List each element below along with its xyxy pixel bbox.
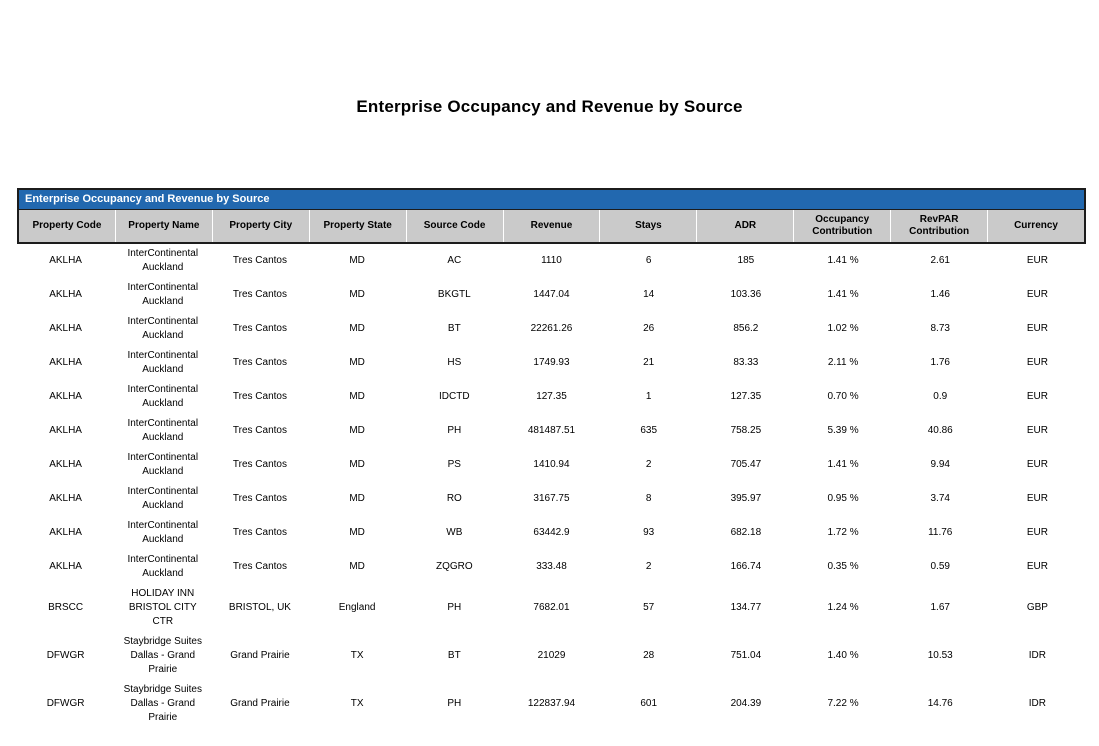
cell-occupancy-contribution: 1.02 % [827, 323, 859, 334]
cell-currency: EUR [1026, 255, 1048, 266]
cell-revpar-contribution: 14.76 [927, 698, 953, 709]
cell-source-code: PH [447, 602, 462, 613]
column-header-property-name: Property Name [116, 210, 212, 242]
cell-source-code: WB [446, 527, 463, 538]
cell-revpar-contribution: 1.76 [930, 357, 950, 368]
cell-property-name: InterContinental Auckland [127, 282, 199, 307]
cell-property-code: AKLHA [49, 527, 82, 538]
cell-property-city: BRISTOL, UK [228, 602, 291, 613]
cell-revenue: 63442.9 [533, 527, 570, 538]
cell-revenue: 3167.75 [533, 493, 570, 504]
cell-currency: IDR [1028, 650, 1047, 661]
table-row [17, 482, 1086, 516]
cell-revpar-contribution: 0.59 [930, 561, 950, 572]
cell-source-code: RO [446, 493, 462, 504]
cell-property-name: InterContinental Auckland [127, 520, 199, 545]
cell-property-name: HOLIDAY INN BRISTOL CITY CTR [128, 588, 197, 627]
cell-property-code: AKLHA [49, 561, 82, 572]
report-page-title: Enterprise Occupancy and Revenue by Source [356, 97, 743, 116]
column-header-property-city: Property City [213, 210, 309, 242]
cell-adr: 758.25 [730, 425, 762, 436]
cell-stays: 635 [640, 425, 658, 436]
cell-property-name: InterContinental Auckland [127, 452, 199, 477]
table-row [17, 632, 1086, 680]
table-row [17, 312, 1086, 346]
cell-revenue: 127.35 [536, 391, 567, 402]
cell-property-name: InterContinental Auckland [127, 554, 199, 579]
cell-revenue: 1447.04 [533, 289, 570, 300]
cell-stays: 2 [645, 561, 652, 572]
table-row [17, 346, 1086, 380]
cell-revenue: 7682.01 [533, 602, 570, 613]
cell-source-code: BT [447, 650, 461, 661]
column-header-revpar-contribution: RevPAR Contribution [891, 210, 987, 242]
cell-source-code: PH [447, 425, 462, 436]
cell-property-city: Grand Prairie [230, 698, 290, 709]
table-row [17, 584, 1086, 632]
report-title-bar-label: Enterprise Occupancy and Revenue by Source [25, 193, 270, 205]
cell-revenue: 481487.51 [527, 425, 576, 436]
cell-adr: 395.97 [730, 493, 762, 504]
cell-revpar-contribution: 1.46 [930, 289, 950, 300]
column-header-stays: Stays [600, 210, 696, 242]
cell-occupancy-contribution: 1.40 % [827, 650, 859, 661]
cell-property-state: MD [349, 459, 365, 470]
cell-property-state: MD [349, 493, 365, 504]
cell-revpar-contribution: 8.73 [930, 323, 950, 334]
cell-occupancy-contribution: 5.39 % [827, 425, 859, 436]
cell-occupancy-contribution: 2.11 % [827, 357, 859, 368]
table-row [17, 278, 1086, 312]
table-row [17, 516, 1086, 550]
cell-currency: EUR [1026, 323, 1048, 334]
cell-property-name: Staybridge Suites Dallas - Grand Prairie [123, 684, 202, 723]
cell-property-name: Staybridge Suites Dallas - Grand Prairie [123, 636, 202, 675]
cell-adr: 83.33 [733, 357, 759, 368]
cell-property-code: AKLHA [49, 493, 82, 504]
cell-adr: 134.77 [730, 602, 762, 613]
cell-property-state: MD [349, 357, 365, 368]
cell-property-city: Tres Cantos [232, 425, 287, 436]
cell-property-name: InterContinental Auckland [127, 316, 199, 341]
cell-occupancy-contribution: 0.95 % [827, 493, 859, 504]
cell-revenue: 1410.94 [533, 459, 570, 470]
cell-property-name: InterContinental Auckland [127, 248, 199, 273]
cell-adr: 705.47 [730, 459, 762, 470]
cell-source-code: BT [447, 323, 461, 334]
cell-currency: GBP [1026, 602, 1048, 613]
cell-property-code: AKLHA [49, 425, 82, 436]
cell-property-code: DFWGR [46, 650, 85, 661]
table-row [17, 244, 1086, 278]
cell-stays: 57 [643, 602, 655, 613]
column-header-adr: ADR [697, 210, 793, 242]
cell-revpar-contribution: 9.94 [930, 459, 950, 470]
cell-revpar-contribution: 2.61 [930, 255, 950, 266]
column-header-source-code: Source Code [407, 210, 503, 242]
cell-source-code: PS [447, 459, 461, 470]
cell-property-city: Tres Cantos [232, 391, 287, 402]
cell-source-code: PH [447, 698, 462, 709]
cell-property-state: MD [349, 255, 365, 266]
cell-property-name: InterContinental Auckland [127, 486, 199, 511]
cell-currency: EUR [1026, 391, 1048, 402]
cell-revenue: 21029 [537, 650, 566, 661]
cell-occupancy-contribution: 1.41 % [827, 459, 859, 470]
cell-currency: EUR [1026, 561, 1048, 572]
cell-revpar-contribution: 1.67 [930, 602, 950, 613]
cell-adr: 682.18 [730, 527, 762, 538]
cell-revpar-contribution: 40.86 [927, 425, 953, 436]
report-title-bar [19, 190, 1084, 210]
cell-revenue: 122837.94 [527, 698, 576, 709]
cell-stays: 28 [643, 650, 655, 661]
cell-adr: 127.35 [730, 391, 762, 402]
cell-property-state: MD [349, 425, 365, 436]
cell-revenue: 22261.26 [530, 323, 573, 334]
column-header-row [19, 210, 1084, 242]
cell-revpar-contribution: 11.76 [928, 527, 953, 538]
cell-property-code: BRSCC [48, 602, 84, 613]
cell-property-state: MD [349, 323, 365, 334]
cell-stays: 2 [645, 459, 652, 470]
cell-stays: 14 [643, 289, 655, 300]
cell-adr: 856.2 [733, 323, 759, 334]
cell-revenue: 333.48 [536, 561, 567, 572]
cell-property-city: Grand Prairie [230, 650, 290, 661]
cell-property-city: Tres Cantos [232, 323, 287, 334]
cell-property-state: MD [349, 391, 365, 402]
cell-currency: EUR [1026, 493, 1048, 504]
cell-revpar-contribution: 10.53 [927, 650, 953, 661]
cell-occupancy-contribution: 1.41 % [827, 255, 859, 266]
column-header-revenue: Revenue [504, 210, 600, 242]
report-table [17, 188, 1086, 728]
table-row [17, 550, 1086, 584]
table-row [17, 448, 1086, 482]
cell-property-code: AKLHA [49, 459, 82, 470]
cell-currency: EUR [1026, 289, 1048, 300]
cell-occupancy-contribution: 1.41 % [827, 289, 859, 300]
table-row [17, 414, 1086, 448]
column-header-property-code: Property Code [19, 210, 115, 242]
cell-property-state: MD [349, 527, 365, 538]
cell-property-state: TX [350, 650, 364, 661]
cell-property-name: InterContinental Auckland [127, 384, 199, 409]
cell-stays: 8 [645, 493, 652, 504]
cell-revenue: 1749.93 [533, 357, 570, 368]
column-header-occupancy-contribution: Occupancy Contribution [794, 210, 890, 242]
cell-currency: EUR [1026, 527, 1048, 538]
cell-property-code: AKLHA [49, 357, 82, 368]
cell-currency: EUR [1026, 459, 1048, 470]
cell-revenue: 1110 [541, 255, 562, 266]
cell-adr: 166.74 [730, 561, 762, 572]
cell-property-city: Tres Cantos [232, 357, 287, 368]
cell-stays: 601 [640, 698, 658, 709]
cell-property-city: Tres Cantos [232, 289, 287, 300]
cell-source-code: AC [447, 255, 462, 266]
cell-stays: 1 [645, 391, 652, 402]
cell-property-code: DFWGR [46, 698, 85, 709]
cell-property-code: AKLHA [49, 289, 82, 300]
cell-occupancy-contribution: 7.22 % [827, 698, 859, 709]
cell-property-city: Tres Cantos [232, 561, 287, 572]
report-table-body [17, 244, 1086, 728]
cell-property-city: Tres Cantos [232, 255, 287, 266]
cell-revpar-contribution: 3.74 [930, 493, 950, 504]
cell-source-code: HS [447, 357, 462, 368]
cell-source-code: BKGTL [437, 289, 471, 300]
cell-property-city: Tres Cantos [232, 527, 287, 538]
cell-property-state: TX [350, 698, 364, 709]
cell-currency: IDR [1028, 698, 1047, 709]
cell-property-name: InterContinental Auckland [127, 418, 199, 443]
cell-property-name: InterContinental Auckland [127, 350, 199, 375]
cell-revpar-contribution: 0.9 [933, 391, 948, 402]
cell-property-state: MD [349, 289, 365, 300]
table-row [17, 380, 1086, 414]
column-header-property-state: Property State [310, 210, 406, 242]
cell-stays: 93 [643, 527, 655, 538]
cell-property-state: MD [349, 561, 365, 572]
cell-stays: 21 [643, 357, 655, 368]
cell-property-state: England [338, 602, 376, 613]
cell-property-city: Tres Cantos [232, 459, 287, 470]
cell-property-city: Tres Cantos [232, 493, 287, 504]
cell-source-code: IDCTD [439, 391, 470, 402]
cell-adr: 185 [737, 255, 755, 266]
cell-stays: 26 [643, 323, 655, 334]
cell-property-code: AKLHA [49, 255, 82, 266]
report-table-head [17, 188, 1086, 244]
cell-source-code: ZQGRO [435, 561, 473, 572]
table-row [17, 680, 1086, 728]
cell-occupancy-contribution: 1.24 % [827, 602, 859, 613]
cell-stays: 6 [645, 255, 652, 266]
cell-property-code: AKLHA [49, 391, 82, 402]
cell-currency: EUR [1026, 357, 1048, 368]
cell-adr: 204.39 [730, 698, 762, 709]
cell-occupancy-contribution: 1.72 % [827, 527, 859, 538]
cell-adr: 103.36 [730, 289, 762, 300]
cell-occupancy-contribution: 0.35 % [827, 561, 859, 572]
cell-currency: EUR [1026, 425, 1048, 436]
cell-adr: 751.04 [730, 650, 762, 661]
cell-occupancy-contribution: 0.70 % [827, 391, 859, 402]
cell-property-code: AKLHA [49, 323, 82, 334]
column-header-currency: Currency [988, 210, 1084, 242]
